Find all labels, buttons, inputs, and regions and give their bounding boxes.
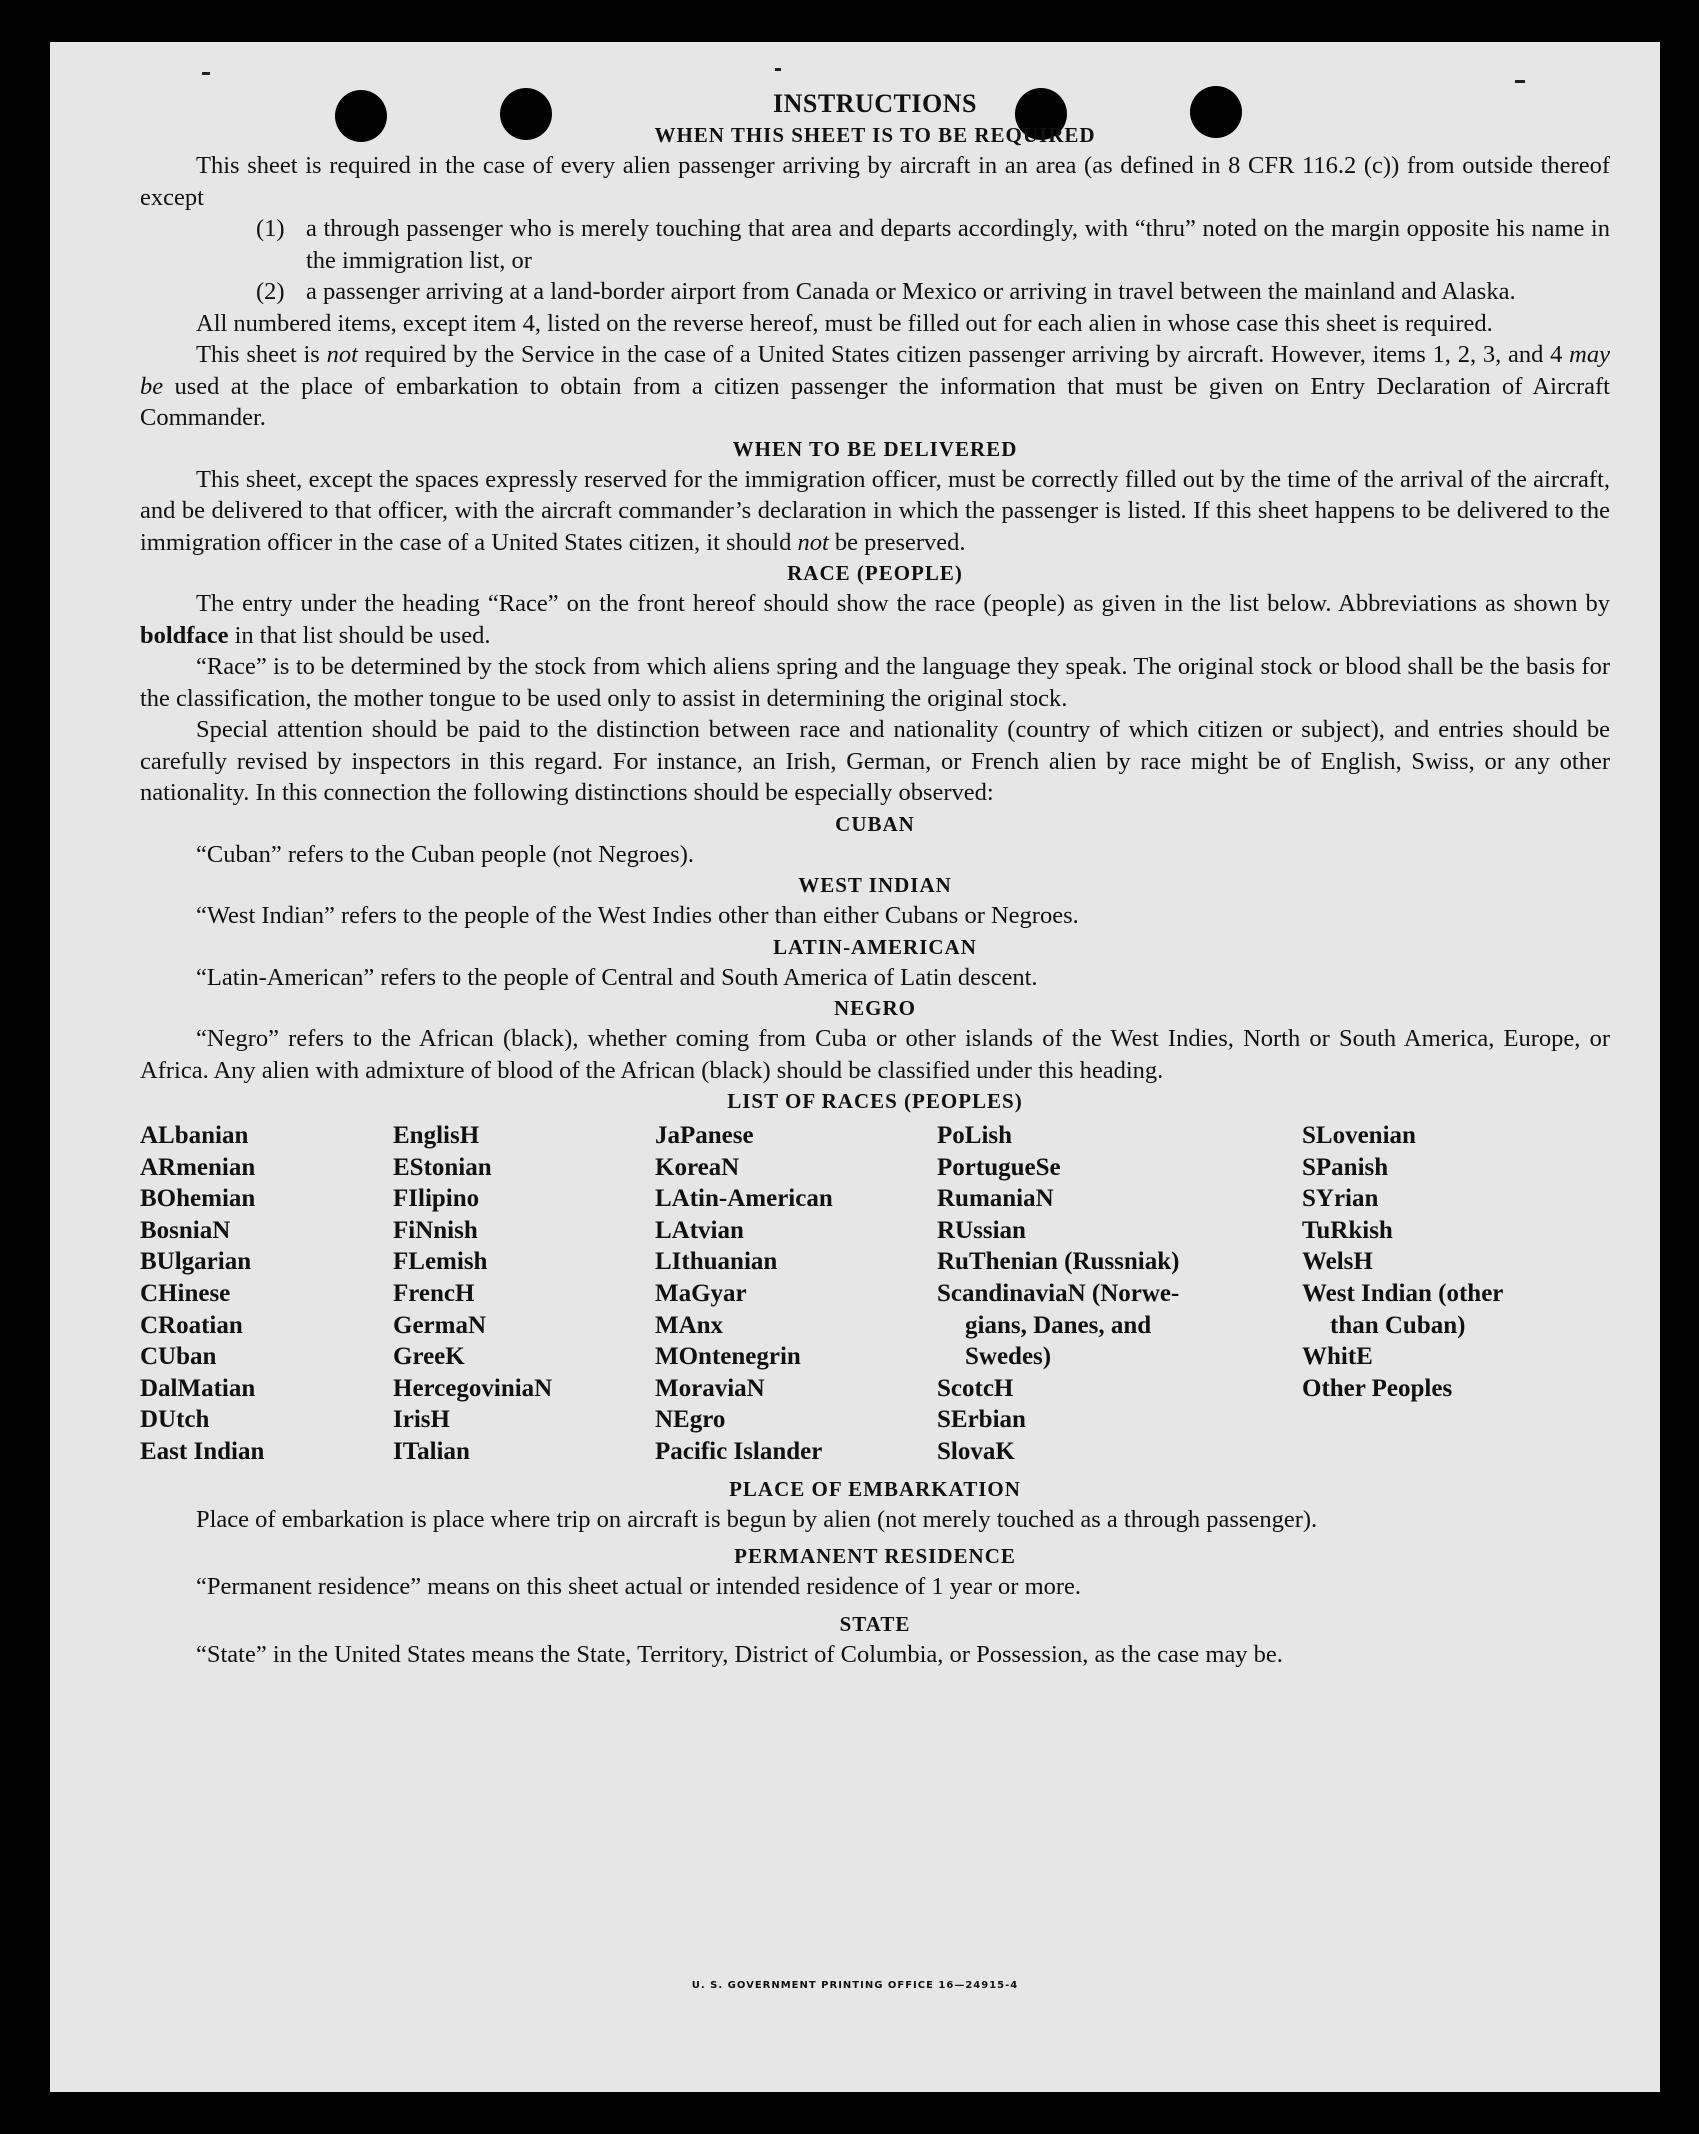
page-title: INSTRUCTIONS — [773, 89, 977, 118]
heading-west-indian: WEST INDIAN — [798, 873, 952, 897]
race-entry: MoraviaN — [655, 1374, 765, 1402]
paragraph: Special attention should be paid to the distinction between race and nationality (country of which citizen or subject), and entries should be carefully revised by inspectors in this regard. For instance, an Irish, German, or French alien by race might be of English, Swiss, or any other nationality. In this connection the following distinctions should be especially observed: — [140, 716, 1610, 806]
paragraph: All numbered items, except item 4, listed on the reverse hereof, must be filled out for each alien in whose case this sheet is required. — [196, 309, 1493, 337]
race-entry: SPanish — [1302, 1153, 1389, 1181]
race-entry: WhitE — [1302, 1343, 1373, 1371]
instructions-content — [140, 88, 1610, 1670]
text-run: This sheet is — [196, 341, 327, 368]
race-column — [140, 1120, 393, 1468]
race-entry: BUlgarian — [140, 1248, 252, 1276]
race-column — [655, 1120, 937, 1468]
italic-text: may be — [140, 341, 1610, 400]
heading-state: STATE — [839, 1611, 911, 1636]
text-run: required by the Service in the case of a United States citizen passenger arriving by aircraft. However, items 1, 2, 3, and 4 — [357, 341, 1570, 368]
paragraph: “Negro” refers to the African (black), whether coming from Cuba or other islands of the West Indies, North or South America, Europe, or Africa. Any alien with admixture of blood of the African (black) should be classified under this heading. — [140, 1025, 1610, 1084]
text-run: in that list should be used. — [228, 621, 491, 649]
scan-speck — [775, 68, 781, 71]
race-entry: BosniaN — [140, 1216, 231, 1244]
list-item — [256, 213, 1610, 276]
document-page — [50, 42, 1660, 2092]
race-entry: BOhemian — [140, 1185, 256, 1213]
race-entry: ITalian — [393, 1437, 470, 1465]
heading-cuban: CUBAN — [835, 811, 915, 836]
item-number: (1) — [256, 215, 285, 242]
paragraph: “West Indian” refers to the people of the West Indies other than either Cubans or Negroes. — [196, 902, 1079, 929]
race-entry: EStonian — [393, 1153, 492, 1181]
heading-negro: NEGRO — [833, 996, 916, 1020]
race-entry: gians, Danes, and — [965, 1311, 1152, 1339]
paragraph: This sheet is required in the case of every alien passenger arriving by aircraft in an area (as defined in 8 CFR 116.2 (c)) from outside thereof except — [140, 152, 1610, 211]
heading-when-required: WHEN THIS SHEET IS TO BE REQUIRED — [654, 123, 1096, 147]
race-entry: FLemish — [393, 1248, 488, 1276]
race-entry: than Cuban) — [1330, 1311, 1466, 1339]
heading-place-of-embarkation: PLACE OF EMBARKATION — [729, 1476, 1021, 1501]
race-entry: West Indian (other — [1302, 1279, 1504, 1307]
item-text: a passenger arriving at a land-border airport from Canada or Mexico or arriving in travel between the mainland and Alaska. — [306, 278, 1516, 305]
race-entry: FIlipino — [393, 1185, 480, 1213]
item-number: (2) — [256, 278, 285, 305]
race-entry: WelsH — [1302, 1248, 1373, 1276]
race-entry: ARmenian — [140, 1153, 256, 1181]
paragraph: “Race” is to be determined by the stock from which aliens spring and the language they speak. The original stock or blood shall be the basis for the classification, the mother tongue to be used only to assist in determining the original stock. — [140, 653, 1610, 712]
race-entry: FrencH — [393, 1279, 475, 1307]
paragraph: “Permanent residence” means on this sheet actual or intended residence of 1 year or more. — [196, 1573, 1082, 1601]
italic-text: not — [326, 341, 358, 368]
race-entry: East Indian — [140, 1437, 265, 1465]
paragraph: “State” in the United States means the State, Territory, District of Columbia, or Possession, as the case may be. — [196, 1640, 1283, 1668]
race-entry: SYrian — [1302, 1185, 1379, 1213]
race-entry: MaGyar — [655, 1279, 747, 1307]
text-run: be preserved. — [828, 528, 966, 556]
race-entry: ScotcH — [937, 1374, 1014, 1402]
race-entry: LIthuanian — [655, 1248, 778, 1276]
race-entry: MOntenegrin — [655, 1343, 801, 1371]
race-entry: PortugueSe — [937, 1153, 1061, 1181]
race-entry: Other Peoples — [1302, 1374, 1453, 1402]
race-column — [393, 1120, 655, 1468]
paragraph: Place of embarkation is place where trip on aircraft is begun by alien (not merely touched as a through passenger). — [196, 1505, 1318, 1533]
race-entry: RuThenian (Russniak) — [937, 1248, 1180, 1276]
heading-latin-american: LATIN-AMERICAN — [773, 934, 977, 959]
race-entry: DUtch — [140, 1406, 210, 1434]
text-run: The entry under the heading “Race” on the front hereof should show the race (people) as given in the list below. Abbreviations as shown by — [196, 590, 1610, 617]
paragraph: “Latin-American” refers to the people of Central and South America of Latin descent. — [196, 963, 1038, 991]
race-entry: SlovaK — [937, 1437, 1015, 1465]
race-entry: SLovenian — [1302, 1122, 1416, 1149]
paragraph — [140, 339, 1610, 434]
race-entry: GermaN — [393, 1311, 487, 1339]
race-entry: PoLish — [937, 1122, 1013, 1149]
heading-permanent-residence: PERMANENT RESIDENCE — [734, 1544, 1016, 1569]
race-entry: SErbian — [937, 1406, 1026, 1434]
race-entry: Swedes) — [965, 1343, 1052, 1371]
race-entry: ALbanian — [140, 1122, 249, 1149]
race-entry: HercegoviniaN — [393, 1374, 553, 1402]
race-entry: Pacific Islander — [655, 1437, 823, 1465]
paragraph — [140, 464, 1610, 559]
race-entry: NEgro — [655, 1406, 726, 1434]
race-entry: DalMatian — [140, 1374, 256, 1402]
paragraph — [140, 588, 1610, 651]
paragraph: “Cuban” refers to the Cuban people (not Negroes). — [196, 840, 694, 868]
race-entry: GreeK — [393, 1343, 465, 1371]
printer-imprint: U. S. GOVERNMENT PRINTING OFFICE 16—24915-4 — [691, 1980, 1019, 1991]
race-entry: RumaniaN — [937, 1185, 1054, 1213]
scan-speck — [1515, 80, 1525, 83]
race-entry: CUban — [140, 1343, 217, 1371]
race-entry: FiNnish — [393, 1216, 478, 1244]
text-run: This sheet, except the spaces expressly reserved for the immigration officer, must be correctly filled out by the time of the arrival of the aircraft, and be delivered to that officer, with the aircraft commander’s declaration in which the passenger is listed. If this sheet happens to be delivered to the immigration officer in the case of a United States citizen, it should — [140, 465, 1610, 556]
race-entry: RUssian — [937, 1216, 1026, 1244]
race-entry: TuRkish — [1302, 1216, 1393, 1244]
race-entry: CHinese — [140, 1279, 231, 1307]
race-entry: LAtin-American — [655, 1185, 833, 1213]
heading-list-of-races: LIST OF RACES (PEOPLES) — [727, 1089, 1023, 1113]
race-entry: JaPanese — [655, 1122, 754, 1149]
race-entry: IrisH — [393, 1406, 450, 1434]
list-item — [256, 276, 1610, 308]
item-text: a through passenger who is merely touching that area and departs accordingly, with “thru” noted on the margin opposite his name in the immigration list, or — [306, 215, 1610, 274]
race-column — [937, 1120, 1302, 1468]
race-entry: MAnx — [655, 1311, 724, 1339]
text-run: used at the place of embarkation to obtain from a citizen passenger the information that must be given on Entry Declaration of Aircraft Commander. — [140, 372, 1610, 431]
race-entry: CRoatian — [140, 1311, 243, 1339]
italic-text: not — [797, 528, 829, 556]
race-entry: ScandinaviaN (Norwe- — [937, 1279, 1180, 1307]
heading-when-delivered: WHEN TO BE DELIVERED — [732, 436, 1018, 461]
race-entry: KoreaN — [655, 1153, 740, 1181]
race-column — [1302, 1120, 1572, 1468]
heading-race: RACE (PEOPLE) — [787, 561, 963, 585]
race-entry: EnglisH — [393, 1122, 480, 1149]
race-list — [140, 1120, 1610, 1468]
scan-speck — [202, 72, 210, 75]
bold-text: boldface — [140, 621, 229, 649]
race-entry: LAtvian — [655, 1216, 744, 1244]
